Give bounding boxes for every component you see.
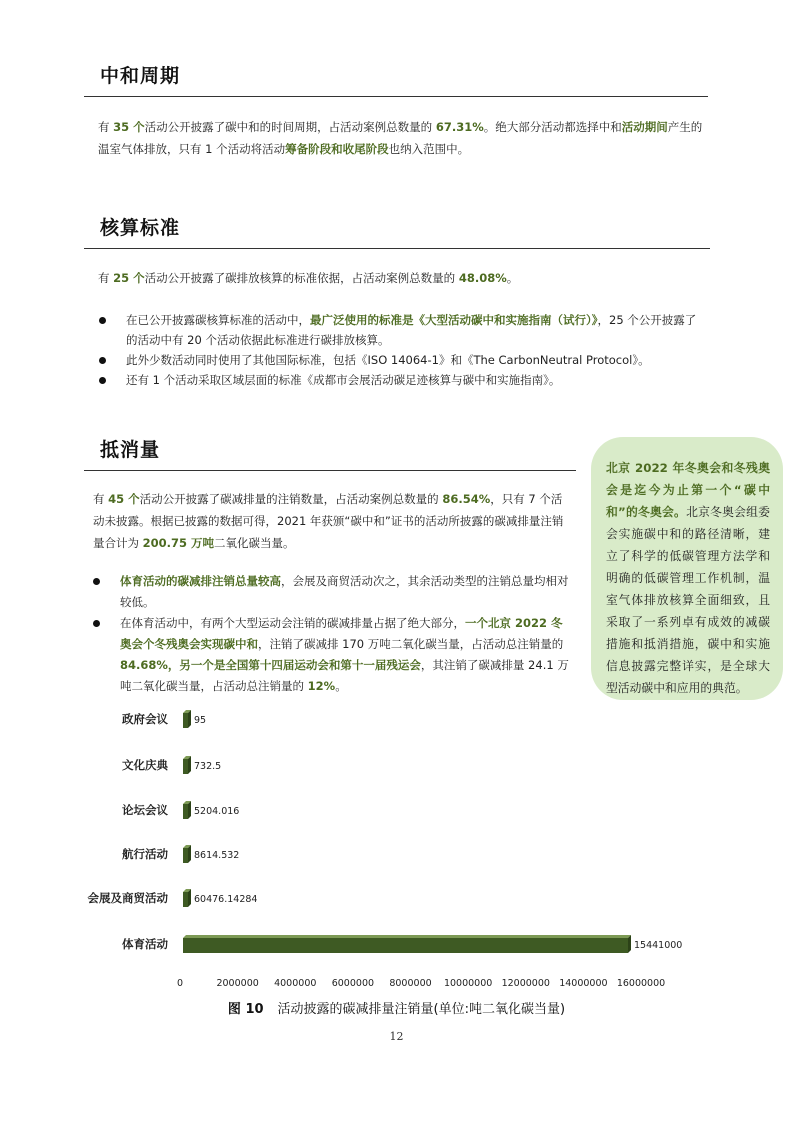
data-label: 5204.016	[194, 806, 240, 817]
offset-by-activity-chart	[0, 700, 793, 1000]
list-item: 此外少数活动同时使用了其他国际标准，包括《ISO 14064-1》和《The CarbonNeutral Protocol》。	[99, 350, 704, 370]
data-label: 8614.532	[194, 850, 240, 861]
page-number: 12	[389, 1030, 404, 1043]
bullet-icon	[99, 357, 106, 364]
category-label: 体育活动	[122, 937, 168, 951]
data-label: 60476.14284	[194, 894, 258, 905]
category-label: 论坛会议	[122, 803, 168, 817]
bullet-icon	[99, 317, 106, 324]
bar	[183, 759, 188, 774]
list-item: 在体育活动中，有两个大型运动会注销的碳减排量占据了绝大部分，一个北京 2022 冬奥会个冬残奥会实现碳中和，注销了碳减排 170 万吨二氧化碳当量，占活动总注销量的 84.68%，另一个是全国第十四届运动会和第十一届残运会，其注销了碳减排量 24.1 万吨二氧化碳当量，占活动总注销量的 12%。	[93, 613, 573, 697]
section-divider	[84, 248, 710, 249]
bar-side	[188, 756, 191, 774]
section-title-accounting-standard: 核算标准	[100, 217, 181, 239]
bar	[183, 848, 188, 863]
bullet-icon	[93, 578, 100, 585]
category-label: 政府会议	[122, 712, 168, 726]
bar	[183, 804, 188, 819]
bar	[183, 938, 628, 953]
list-item: 在已公开披露碳核算标准的活动中，最广泛使用的标准是《大型活动碳中和实施指南（试行）》，25 个公开披露了的活动中有 20 个活动依据此标准进行碳排放核算。	[99, 310, 704, 350]
data-label: 732.5	[194, 761, 222, 772]
section-divider	[84, 96, 708, 97]
paragraph-neutral-period: 有 35 个活动公开披露了碳中和的时间周期，占活动案例总数量的 67.31%。绝大部分活动都选择中和活动期间产生的温室气体排放，只有 1 个活动将活动筹备阶段和收尾阶段也纳入范围中。	[98, 120, 703, 156]
x-tick-label: 0	[176, 978, 184, 989]
data-label: 15441000	[634, 940, 683, 951]
category-label: 文化庆典	[122, 758, 168, 772]
list-item: 体育活动的碳减排注销总量较高，会展及商贸活动次之，其余活动类型的注销总量均相对较低。	[93, 571, 573, 613]
x-tick-label: 6000000	[331, 978, 375, 989]
section-divider	[84, 470, 576, 471]
winter-olympics-callout	[591, 437, 783, 700]
bullet-icon	[99, 377, 106, 384]
accounting-bullet-list	[99, 310, 704, 390]
x-tick-label: 2000000	[216, 978, 259, 989]
figure-caption: 图 10 活动披露的碳减排量注销量(单位:吨二氧化碳当量)	[227, 1002, 566, 1017]
category-label: 会展及商贸活动	[87, 891, 168, 905]
bullet-icon	[93, 620, 100, 627]
bar-side	[628, 935, 631, 953]
section-title-offset-amount: 抵消量	[100, 439, 161, 461]
offset-bullet-list	[93, 571, 573, 697]
category-label: 航行活动	[122, 847, 168, 861]
bar-side	[188, 710, 191, 728]
bar-top	[183, 935, 631, 938]
x-tick-label: 16000000	[616, 978, 666, 989]
x-tick-label: 14000000	[559, 978, 608, 989]
callout-text: 北京 2022 年冬奥会和冬残奥会是迄今为止第一个“碳中和”的冬奥会。北京冬奥会组委会实施碳中和的路径清晰，建立了科学的低碳管理方法学和明确的低碳管理工作机制，温室气体排放核算全面细致，且采取了一系列卓有成效的减碳措施和抵消措施，碳中和实施信息披露完整详实，是全球大型活动碳中和应用的典范。	[606, 461, 770, 695]
list-item: 还有 1 个活动采取区域层面的标准《成都市会展活动碳足迹核算与碳中和实施指南》。	[99, 370, 704, 390]
paragraph-accounting-standard: 有 25 个活动公开披露了碳排放核算的标准依据，占活动案例总数量的 48.08%。	[98, 271, 519, 285]
bar-side	[188, 889, 191, 907]
section-title-neutral-period: 中和周期	[100, 65, 181, 87]
data-label: 95	[194, 715, 207, 726]
bar	[183, 892, 188, 907]
x-tick-label: 12000000	[501, 978, 550, 989]
bar-side	[188, 801, 191, 819]
bar-side	[188, 845, 191, 863]
x-tick-label: 8000000	[389, 978, 432, 989]
bar	[183, 713, 188, 728]
paragraph-offset-amount: 有 45 个活动公开披露了碳减排量的注销数量，占活动案例总数量的 86.54%，只有 7 个活动未披露。根据已披露的数据可得，2021 年获颁“碳中和”证书的活动所披露的碳减排量注销量合计为 200.75 万吨二氧化碳当量。	[93, 492, 564, 550]
x-tick-label: 10000000	[443, 978, 493, 989]
x-tick-label: 4000000	[274, 978, 317, 989]
